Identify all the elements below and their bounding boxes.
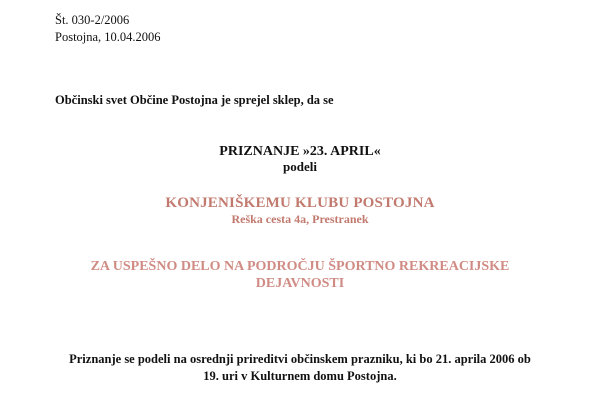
citation bbox=[0, 258, 600, 292]
footer-line-2: 19. uri v Kulturnem domu Postojna. bbox=[203, 369, 397, 383]
reference-number: Št. 030-2/2006 bbox=[55, 13, 130, 27]
recipient-address: Reška cesta 4a, Prestranek bbox=[231, 212, 369, 226]
footer-line-1: Priznanje se podeli na osrednji prireditvi občinskem prazniku, ki bo 21. aprila 2006 ob bbox=[69, 352, 531, 366]
document-header bbox=[55, 12, 161, 46]
citation-line-2: DEJAVNOSTI bbox=[255, 276, 345, 291]
footer-note bbox=[0, 351, 600, 385]
citation-line-1: ZA USPEŠNO DELO NA PODROČJU ŠPORTNO REKREACIJSKE bbox=[90, 259, 510, 274]
award-title: PRIZNANJE »23. APRIL« bbox=[219, 144, 381, 159]
recipient-name: KONJENIŠKEMU KLUBU POSTOJNA bbox=[165, 195, 435, 211]
intro-text: Občinski svet Občine Postojna je sprejel sklep, da se bbox=[55, 93, 334, 107]
award-verb: podeli bbox=[283, 159, 317, 174]
place-date: Postojna, 10.04.2006 bbox=[55, 30, 161, 44]
